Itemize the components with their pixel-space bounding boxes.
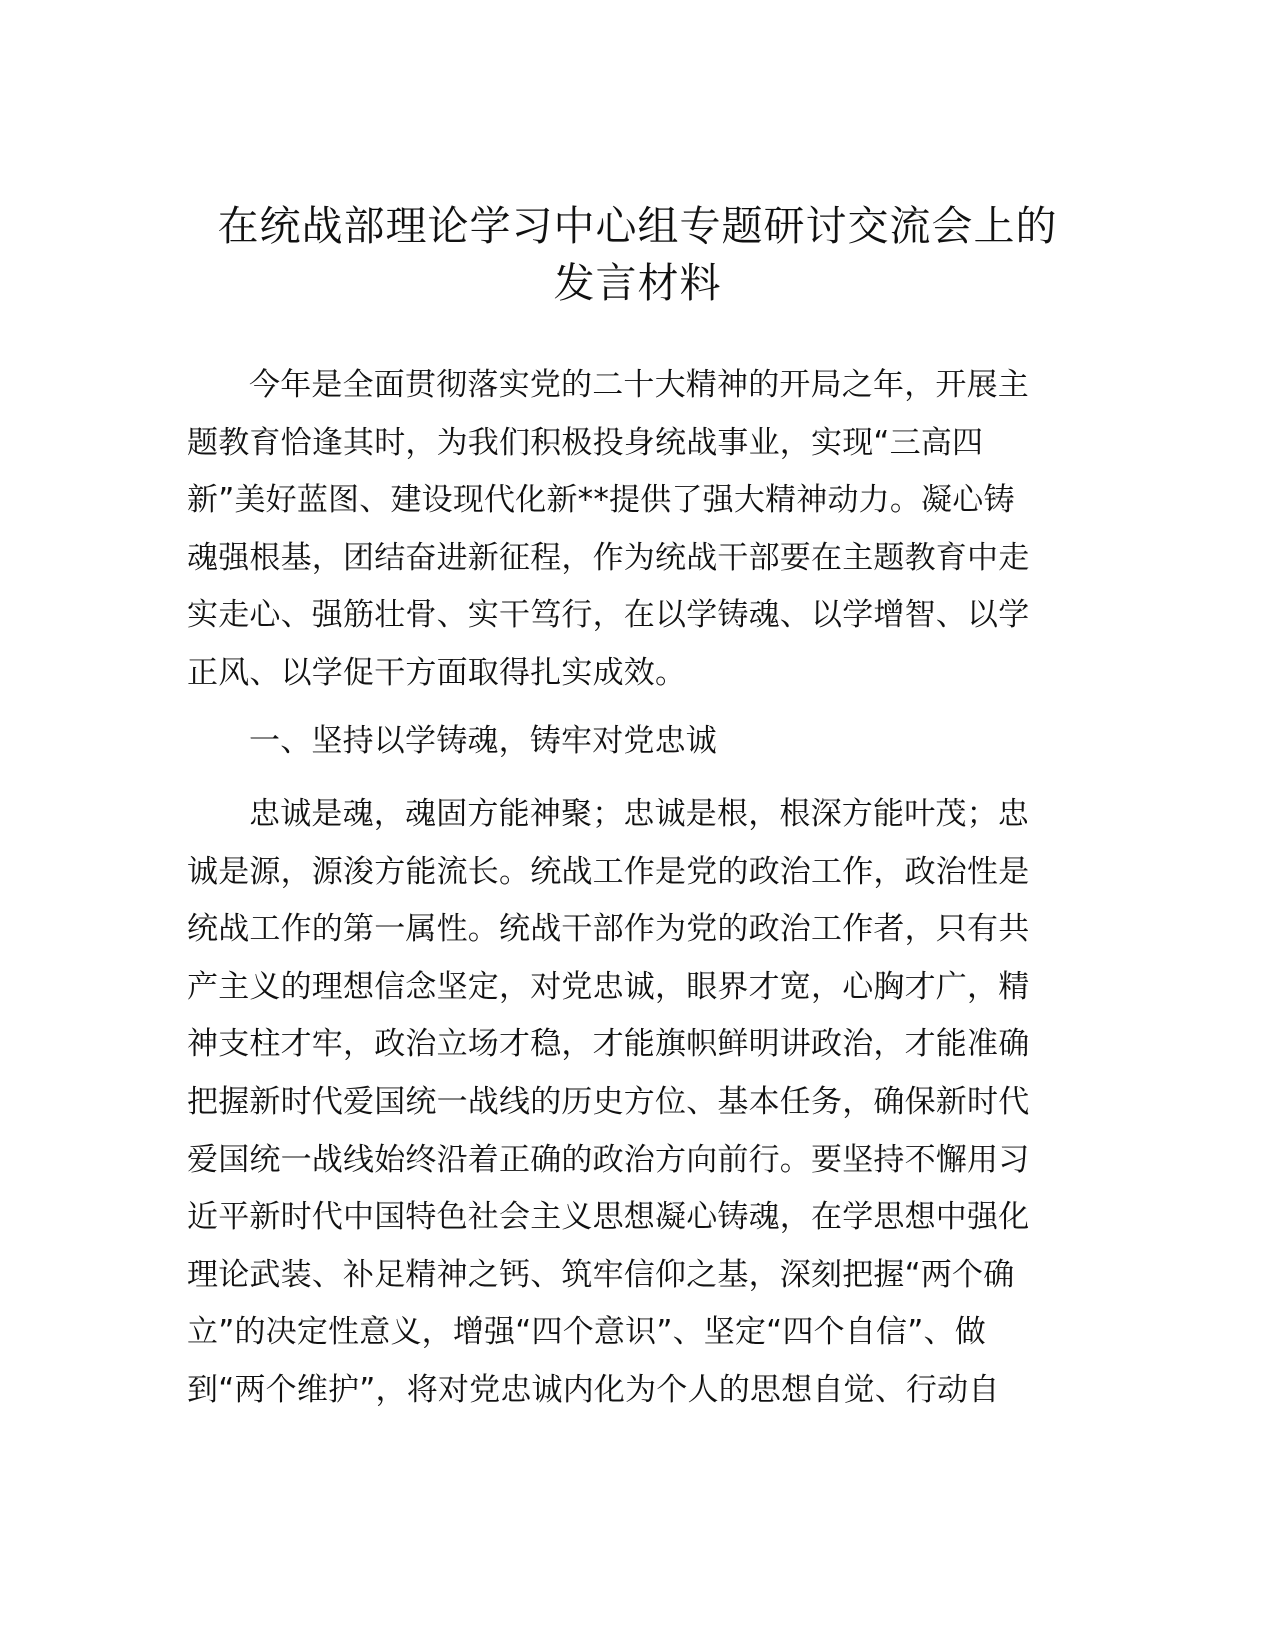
- text-line: 诚是源，源浚方能流长。统战工作是党的政治工作，政治性是: [187, 853, 1030, 890]
- text-line: 爱国统一战线始终沿着正确的政治方向前行。要坚持不懈用习: [187, 1141, 1030, 1178]
- text-line: 把握新时代爱国统一战线的历史方位、基本任务，确保新时代: [187, 1083, 1030, 1120]
- text-line: 忠诚是魂，魂固方能神聚；忠诚是根，根深方能叶茂；忠: [249, 796, 1029, 832]
- document-title: [150, 198, 1125, 312]
- intro-paragraph: [187, 357, 1087, 703]
- text-line: 产主义的理想信念坚定，对党忠诚，眼界才宽，心胸才广，精: [187, 968, 1030, 1005]
- text-line: 正风、以学促干方面取得扎实成效。: [187, 654, 687, 691]
- text-line: 题教育恰逢其时，为我们积极投身统战事业，实现“三高四: [187, 424, 984, 461]
- text-line: 新”美好蓝图、建设现代化新**提供了强大精神动力。凝心铸: [187, 482, 1015, 519]
- text-line: 神支柱才牢，政治立场才稳，才能旗帜鲜明讲政治，才能准确: [187, 1026, 1030, 1063]
- section-heading-text: 一、坚持以学铸魂，铸牢对党忠诚: [249, 723, 717, 759]
- text-line: 理论武装、补足精神之钙、筑牢信仰之基，深刻把握“两个确: [187, 1256, 1015, 1293]
- text-line: 立”的决定性意义，增强“四个意识”、坚定“四个自信”、做: [187, 1314, 986, 1351]
- text-line: 今年是全面贯彻落实党的二十大精神的开局之年，开展主: [249, 367, 1029, 403]
- section-paragraph: [187, 786, 1087, 1420]
- text-line: 魂强根基，团结奋进新征程，作为统战干部要在主题教育中走: [187, 539, 1030, 576]
- text-line: 实走心、强筋壮骨、实干笃行，在以学铸魂、以学增智、以学: [187, 597, 1030, 634]
- section-heading: [187, 713, 1087, 771]
- text-line: 到“两个维护”，将对党忠诚内化为个人的思想自觉、行动自: [187, 1371, 1000, 1408]
- title-line: 在统战部理论学习中心组专题研讨交流会上的: [217, 202, 1058, 250]
- text-line: 统战工作的第一属性。统战干部作为党的政治工作者，只有共: [187, 911, 1030, 948]
- title-line: 发言材料: [553, 259, 722, 307]
- text-line: 近平新时代中国特色社会主义思想凝心铸魂，在学思想中强化: [187, 1199, 1030, 1236]
